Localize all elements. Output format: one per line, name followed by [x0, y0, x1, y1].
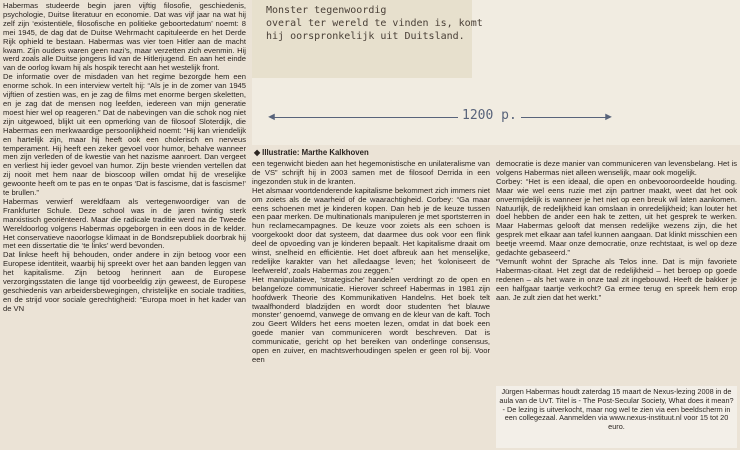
paragraph: een tegenwicht bieden aan het hegemonistische en unilateralisme van de VS” schrijft hij in 2003 samen met de filosoof Derrida in een ingezonden stuk in de kranten. [252, 160, 490, 186]
paragraph: Het manipulatieve, ‘strategische’ handelen verdringt zo de open en belangeloze communicatie. Hierover schreef Habermas in 1981 zijn hoofdwerk Theorie des Kommunikativen Handelns. Het boek telt twaalfhonderd bladzijden en wordt door studenten ‘het blauwe monster’ genoemd, vanwege de omvang en de kleur van de kaft. Toch zou Geert Wilders het eens moeten lezen, omdat in dat boek een goede manier van communiceren wordt beschreven. Dat is communicatie, gericht op het bereiken van onderlinge consensus, open en zuiver, en machtsverhoudingen spelen er geen rol bij. Voor een [252, 274, 490, 364]
arrow-right-icon: ► [603, 111, 614, 123]
typed-line: Monster tegenwoordig [266, 5, 387, 16]
paragraph: De informatie over de misdaden van het regime bezorgde hem een enorme schok. In een interview vertelt hij: “Als je in de zomer van 1945 vijftien of zestien was, en je zag de films met enorme bergen skeletten, en je zag dat de mensen nog leefden, iedereen van mijn generatie moest hier wel op reageren.” Dat de nabevingen van die schok nog niet zijn uitgewoed, blijkt uit een opmerking van de filosoof Sloterdijk, die Habermas een merkwaardige persoonlijkheid noemt: “Hij kan vriendelijk en hartelijk zijn, maar hij heeft ook een cholerisch en nerveus temperament. Hij heeft een zeker gevoel voor humor, behalve wanneer men zijn verleden of de kwestie van het nazisme aanroert. Dan vergeet en verliest hij ieder gevoel van humor. Zijn beste vrienden vertellen dat zij nooit met hem naar de bioscoop willen omdat hij de vreselijke gewoonte heeft om te pas en te onpas ‘Dat is fascisme, dat is fascisme!’ te brullen.” [3, 72, 246, 198]
paragraph: Corbey: “Het is een ideaal, die open en onbevooroordeelde houding. Maar wie wel eens ruzie met zijn partner maakt, weet dat het ook onvermijdelijk is wanneer je het niet op een breuk wil laten aankomen. Natuurlijk, de redelijkheid kan omslaan in onredelijkheid; kan louter het doel hebben de ander een hak te zetten, uit het gesprek te werken. Maar Habermas gelooft dat mensen redelijke wezens zijn, die het gesprek met elkaar aan tafel kunnen aangaan. Dat klinkt misschien een beetje vreemd. Maar onze democratie, onze rechtstaat, is wel op deze gedachte gebaseerd.” [496, 176, 737, 258]
illustration [252, 0, 740, 145]
typed-line: overal ter wereld te vinden is, komt [266, 18, 483, 29]
dimension-line [272, 117, 610, 118]
paragraph: Dat linkse heeft hij behouden, onder andere in zijn betoog voor een Europese identiteit, waarbij hij spreekt over het aan banden leggen van het kapitalisme. Zijn betoog herinnert aan de Europese verzorgingsstaten die lange tijd voorbeeldig zijn geweest, de Europese geschiedenis van arbeidersbewegingen, christelijke en sociale tradities, en de strijd voor sociale gerechtigheid: “Europa moet in het kader van de VN [3, 250, 246, 313]
illustration-credit: ◆ Illustratie: Marthe Kalkhoven [254, 148, 369, 157]
article-column-1 [3, 2, 246, 448]
paragraph: “Vernunft wohnt der Sprache als Telos inne. Dat is mijn favoriete Habermas-citaat. Het zegt dat de redelijkheid – het beroep op goede redenen – als het ware in onze taal zit ingebouwd. Heeft de bakker je een halfgaar taartje verkocht? Ga ermee terug en spreek hem erop aan. Je zult zien dat het werkt.” [496, 256, 737, 302]
event-info-box [496, 386, 737, 448]
typed-line: hij oorspronkelijk uit Duitsland. [266, 31, 465, 42]
arrow-left-icon: ◄ [266, 111, 277, 123]
article-column-3 [496, 160, 737, 385]
typed-text [266, 4, 483, 43]
paragraph: Het alsmaar voortdenderende kapitalisme bekommert zich immers niet om zoiets als de waarheid of de waarachtigheid. Corbey: “Ga maar eens schoenen met je kinderen kopen. Dan heb je de keuze tussen een paar merken. De multinationals manipuleren je met sportsterren in hun reclamecampagnes. De keuze voor zoiets als een schoen is voorgekookt door dat systeem, dat daarmee dus ook voor een flink deel de opvoeding van je kinderen bepaalt. Het kapitalisme draait om winst, snelheid en efficiëntie. Het doet afbreuk aan het menselijke, redelijke karakter van het alledaagse leven; het ‘koloniseert de leefwereld’, zoals Habermas zou zeggen.” [252, 185, 490, 275]
paragraph: Habermas studeerde begin jaren vijftig filosofie, geschiedenis, psychologie, Duitse literatuur en economie. Dat was vijf jaar na wat hij zelf zijn ‘existentiële, filosofische en politieke geboortedatum’ noemt: 8 mei 1945, de dag dat de Duitse Wehrmacht capituleerde en het Derde Rijk ophield te bestaan. Habermas was vier toen Hitler aan de macht kwam. Zijn ouders waren geen nazi’s, maar verzetten zich evenmin. Hij werd zoals alle Duitse jongens lid van de Hitlerjugend. En aan het einde van de oorlog kwam hij als hospik terecht aan het westelijk front. [3, 2, 246, 73]
paragraph: Habermas verwierf wereldfaam als vertegenwoordiger van de Frankfurter Schule. Deze school was in de jaren twintig sterk marxistisch georiënteerd. Maar die radicale traditie werd na de Tweede Wereldoorlog volgens Habermas opgeborgen in een doos in de kelder. Het conservatieve naoorlogse klimaat in de Bondsrepubliek doorbrak hij met een dissertatie die ‘te links’ werd bevonden. [3, 196, 246, 251]
article-column-2 [252, 160, 490, 448]
price-label: 1200 p. [458, 108, 521, 123]
event-info-text: Jürgen Habermas houdt zaterdag 15 maart de Nexus-lezing 2008 in de aula van de UvT. Titel is - The Post-Secular Society, What does it mean? - De lezing is uitverkocht, maar nog wel te zien via een beeldscherm in een collegezaal. Aanmelden via www.nexus-instituut.nl voor 15 tot 20 euro. [499, 387, 734, 432]
paragraph: democratie is deze manier van communiceren van levensbelang. Het is volgens Habermas niet alleen wenselijk, maar ook mogelijk. [496, 160, 737, 177]
